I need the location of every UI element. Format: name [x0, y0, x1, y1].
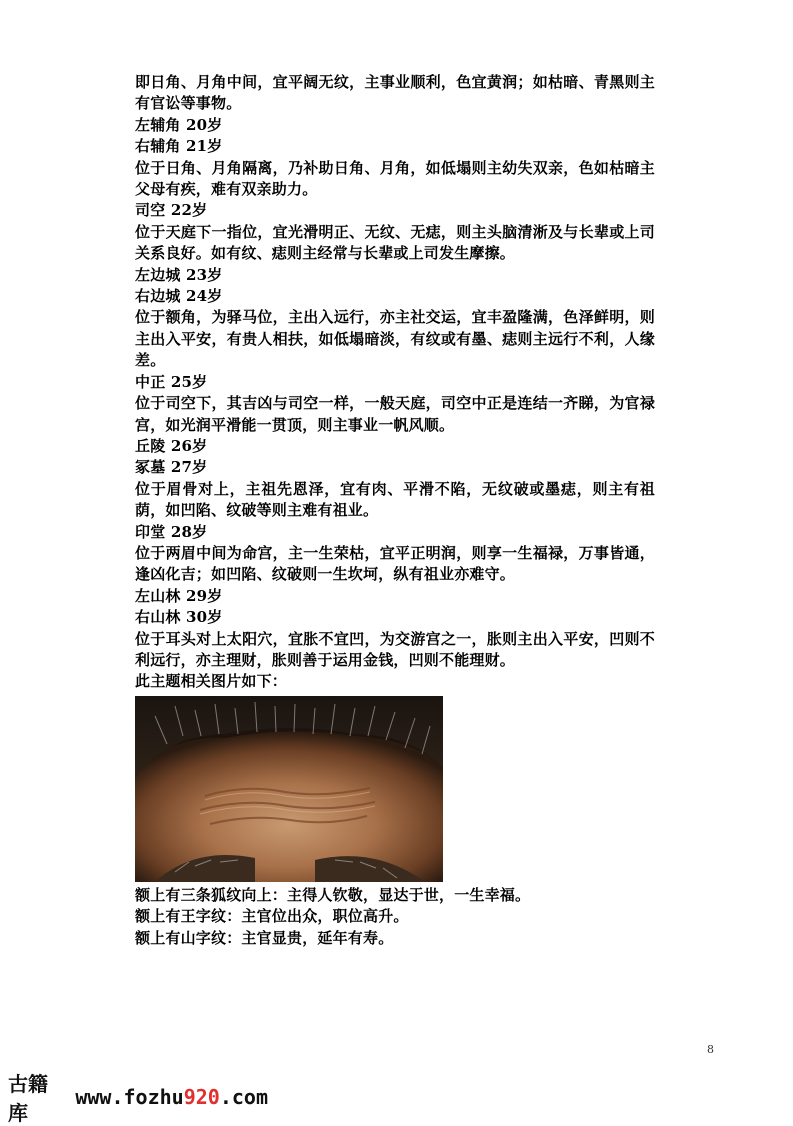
- site-url: [75, 1085, 268, 1109]
- caption: 额上有山字纹：主官显贵，延年有寿。: [135, 928, 394, 947]
- site-url-number: 920: [183, 1085, 220, 1109]
- forehead-photo: [135, 696, 443, 882]
- caption: 额上有王字纹：主官位出众，职位高升。: [135, 907, 409, 926]
- paragraph: 位于天庭下一指位，宜光滑明正、无纹、无痣，则主头脑清淅及与长辈或上司关系良好。如有纹、痣则主经常与长辈或上司发生摩擦。: [135, 222, 655, 263]
- site-url-prefix: www.fozhu: [75, 1085, 184, 1109]
- paragraph: 右边城 24岁: [135, 287, 223, 306]
- paragraph: 此主题相关图片如下：: [135, 672, 288, 691]
- paragraph: 右辅角 21岁: [135, 137, 223, 156]
- paragraph: 左山林 29岁: [135, 586, 223, 605]
- paragraph: 印堂 28岁: [135, 522, 208, 541]
- paragraph: 位于司空下，其吉凶与司空一样，一般天庭，司空中正是连结一齐睇，为官禄宫，如光润平滑能一贯顶，则主事业一帆风顺。: [135, 394, 655, 434]
- paragraph: 右山林 30岁: [135, 608, 223, 627]
- caption: 额上有三条狐纹向上：主得人钦敬，显达于世，一生幸福。: [135, 885, 531, 904]
- paragraph: 即日角、月角中间，宜平阔无纹，主事业顺利，色宜黄润；如枯暗、青黑则主有官讼等事物。: [135, 73, 655, 113]
- paragraph: 位于眉骨对上，主祖先恩泽，宜有肉、平滑不陷，无纹破或墨痣，则主有祖荫，如凹陷、纹破等则主难有祖业。: [135, 479, 655, 520]
- paragraph: 冢墓 27岁: [135, 458, 208, 477]
- footer-watermark: [0, 1072, 268, 1125]
- paragraph: 位于两眉中间为命宫，主一生荣枯，宜平正明润，则享一生福禄，万事皆通，逢凶化吉；如凹陷、纹破则一生坎坷，纵有祖业亦难守。: [135, 543, 655, 584]
- page-body: [135, 72, 655, 949]
- paragraph: 丘陵 26岁: [135, 436, 208, 455]
- paragraph: 司空 22岁: [135, 201, 208, 220]
- paragraph: 中正 25岁: [135, 372, 208, 391]
- paragraph: 位于额角，为驿马位，主出入远行，亦主社交运，宜丰盈隆满，色泽鲜明，则主出入平安，有贵人相扶，如低塌暗淡，有纹或有墨、痣则主远行不利，人缘差。: [135, 308, 655, 370]
- page-number: 8: [707, 1043, 714, 1056]
- paragraph: 位于耳头对上太阳穴，宜胀不宜凹，为交游宫之一，胀则主出入平安，凹则不利远行，亦主理财，胀则善于运用金钱，凹则不能理财。: [135, 629, 655, 669]
- paragraph: 位于日角、月角隔离，乃补助日角、月角，如低塌则主幼失双亲，色如枯暗主父母有疾，难有双亲助力。: [135, 158, 655, 199]
- paragraph: 左辅角 20岁: [135, 115, 223, 134]
- paragraph: 左边城 23岁: [135, 265, 223, 284]
- site-brand: 古籍库: [8, 1072, 48, 1125]
- site-url-suffix: .com: [219, 1085, 268, 1109]
